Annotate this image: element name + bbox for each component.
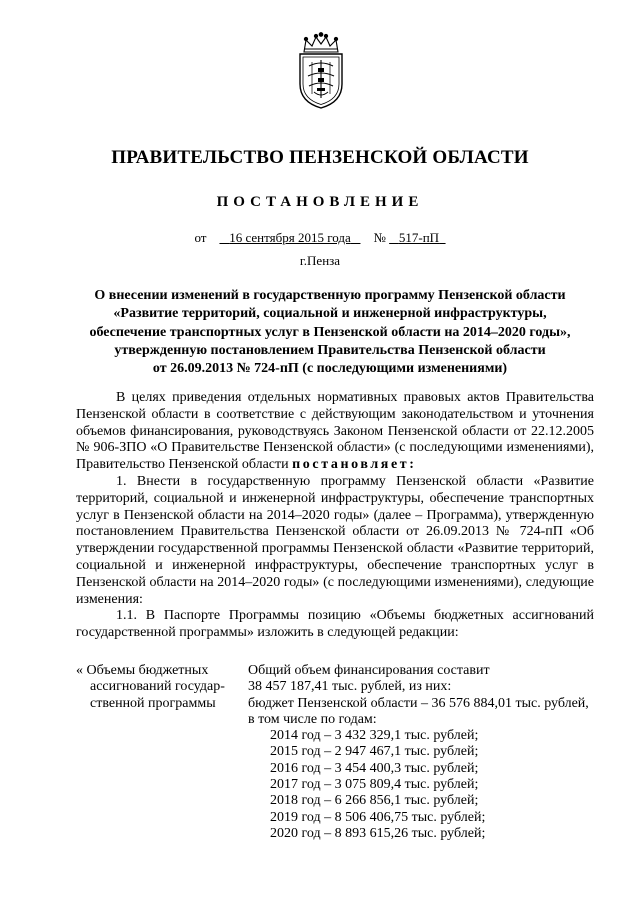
- item-1-paragraph: 1. Внести в государственную программу Пензенской области «Развитие территорий, социальной и инженерной инфраструктуры, обеспечение транспортных услуг в Пензенской области на 2014–2020 годы» (далее – Программа), утвержденную постановлением Правительства Пензенской области от 26.09.2013 № 724-пП «Об утверждении государственной программы Пензенской области «Развитие территорий, социальной и инженерной инфраструктуры, обеспечение транспортных услуг в Пензенской области на 2014–2020 годы» (с последующими изменениями), следующие изменения:: [76, 473, 594, 607]
- coat-of-arms-icon: [292, 32, 350, 110]
- resolves-word: постановляет:: [292, 457, 417, 473]
- number-prefix: №: [373, 230, 386, 245]
- title-line: «Развитие территорий, социальной и инженерной инфраструктуры,: [113, 306, 547, 322]
- label-line: ственной программы: [90, 695, 216, 711]
- document-type: ПОСТАНОВЛЕНИЕ: [216, 194, 424, 210]
- document-body: [76, 390, 594, 642]
- year-row: 2018 год – 6 266 856,1 тыс. рублей;: [270, 793, 479, 809]
- document-number: 517-пП: [398, 230, 440, 245]
- date-prefix: от: [194, 230, 207, 245]
- year-row: 2016 год – 3 454 400,3 тыс. рублей;: [270, 760, 479, 776]
- label-line: « Объемы бюджетных: [76, 663, 209, 678]
- document-title: [72, 287, 588, 378]
- title-line: обеспечение транспортных услуг в Пензенской области на 2014–2020 годы»,: [89, 324, 571, 340]
- regional-budget: бюджет Пензенской области – 36 576 884,01 тыс. рублей,: [248, 695, 589, 711]
- including-years: в том числе по годам:: [248, 711, 377, 727]
- total-line: Общий объем финансирования составит: [248, 663, 490, 678]
- title-line: О внесении изменений в государственную программу Пензенской области: [94, 288, 566, 303]
- total-amount: 38 457 187,41 тыс. рублей, из них:: [248, 679, 452, 695]
- passport-label-cell: [76, 663, 236, 712]
- title-line: от 26.09.2013 № 724-пП (с последующими изменениями): [152, 361, 508, 377]
- title-line: утвержденную постановлением Правительства Пензенской области: [114, 342, 546, 358]
- year-row: 2020 год – 8 893 615,26 тыс. рублей;: [270, 825, 486, 841]
- city: г.Пенза: [299, 253, 341, 268]
- government-name: ПРАВИТЕЛЬСТВО ПЕНЗЕНСКОЙ ОБЛАСТИ: [111, 147, 529, 168]
- year-row: 2014 год – 3 432 329,1 тыс. рублей;: [270, 728, 479, 744]
- passport-value-cell: [248, 663, 608, 842]
- document-date: 16 сентября 2015 года: [229, 230, 351, 245]
- year-row: 2017 год – 3 075 809,4 тыс. рублей;: [270, 777, 479, 793]
- year-row: 2015 год – 2 947 467,1 тыс. рублей;: [270, 744, 479, 760]
- year-row: 2019 год – 8 506 406,75 тыс. рублей;: [270, 809, 486, 825]
- date-number-line: [0, 230, 640, 246]
- label-line: ассигнований государ-: [90, 679, 225, 695]
- item-1-1-paragraph: 1.1. В Паспорте Программы позицию «Объемы бюджетных ассигнований государственной программы» изложить в следующей редакции:: [76, 608, 594, 641]
- preamble-paragraph: В целях приведения отдельных нормативных правовых актов Правительства Пензенской области в соответствие с действующим законодательством и уточнения объемов финансирования, руководствуясь Законом Пензенской области от 22.12.2005 № 906-ЗПО «О Правительстве Пензенской области» (с последующими изменениями), Правительство Пензенской области постановляет:: [76, 390, 594, 473]
